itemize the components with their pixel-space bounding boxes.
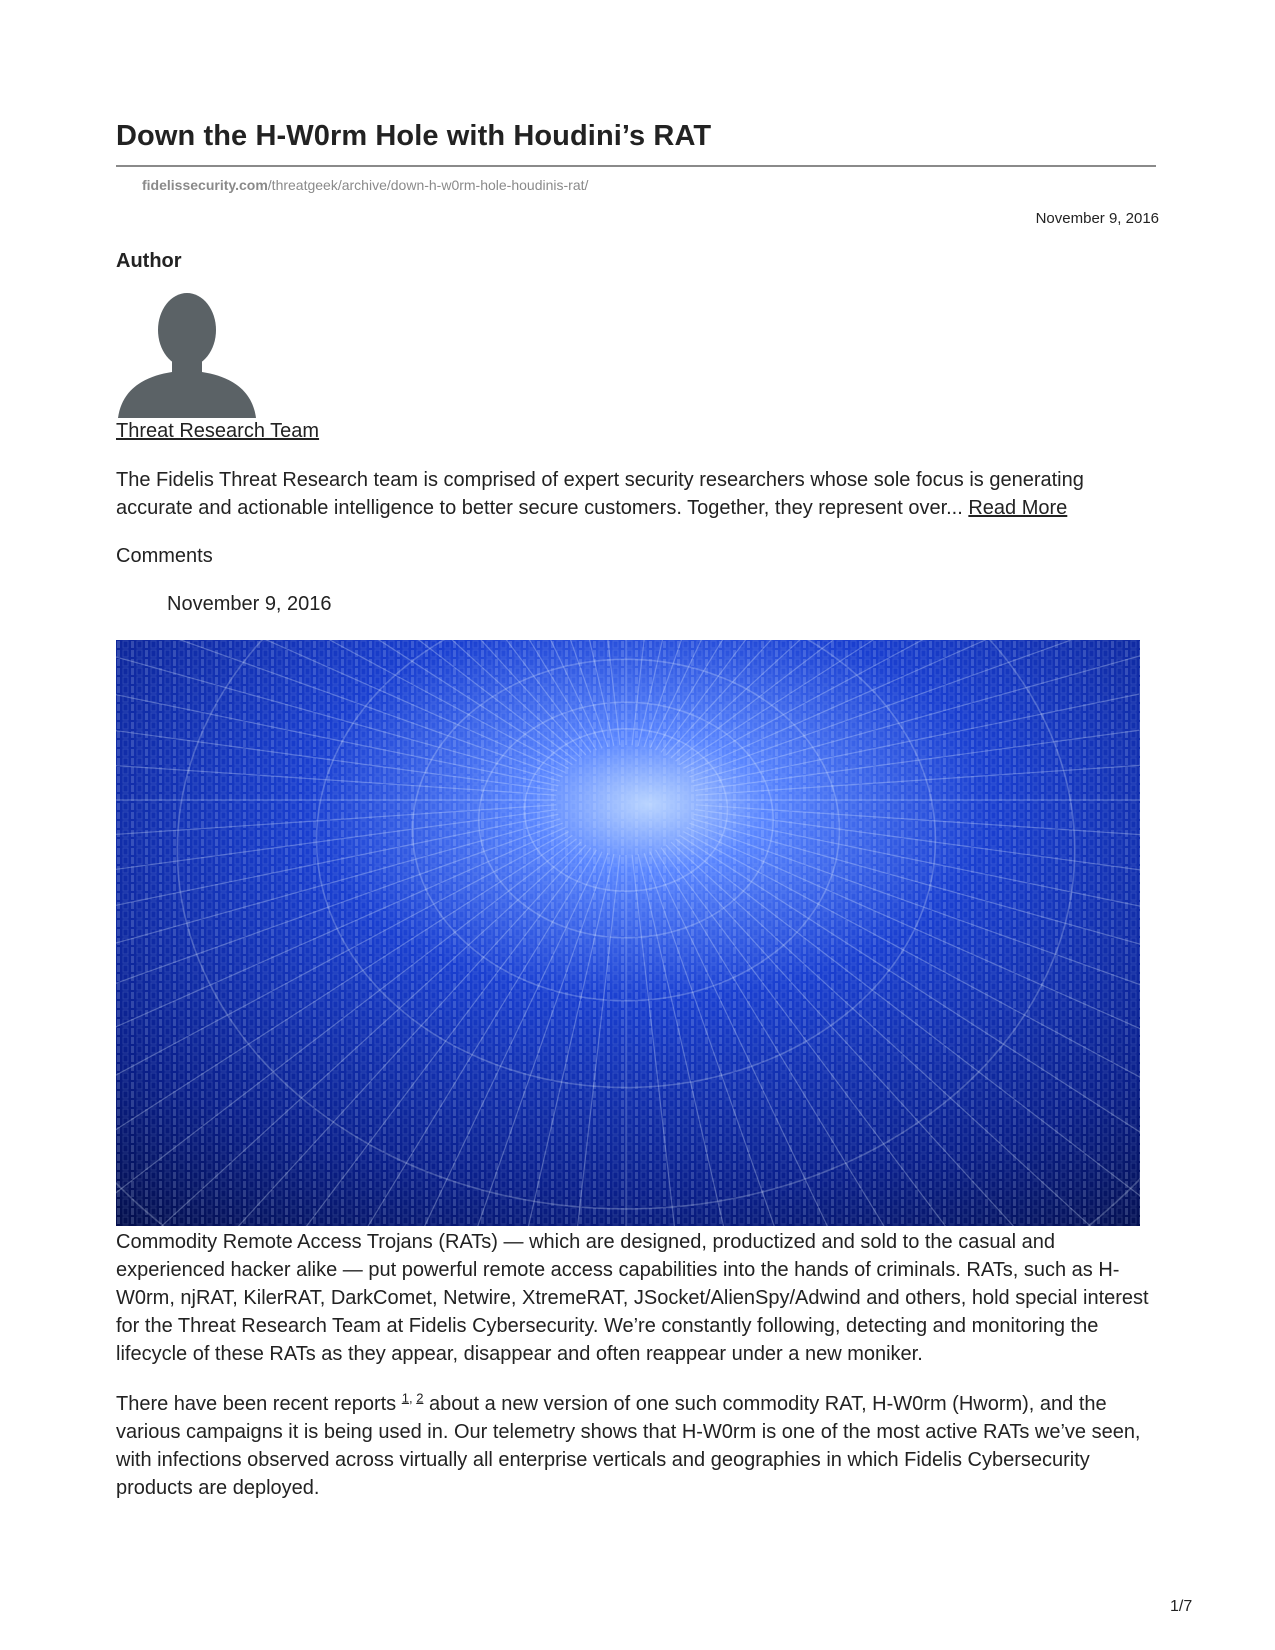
author-heading: Author	[116, 250, 182, 272]
source-path: /threatgeek/archive/down-h-w0rm-hole-houdinis-rat/	[267, 177, 589, 193]
body-paragraph-1: Commodity Remote Access Trojans (RATs) — which are designed, productized and sold to the casual and experienced hacker alike — put powerful remote access capabilities into the hands of criminals. RATs, such as H-W0rm, njRAT, KilerRAT, DarkComet, Netwire, XtremeRAT, JSocket/AlienSpy/Adwind and others, hold special interest for the Threat Research Team at Fidelis Cybersecurity. We’re constantly following, detecting and monitoring the lifecycle of these RATs as they appear, disappear and often reappear under a new moniker.	[116, 1231, 1149, 1365]
article-title: Down the H-W0rm Hole with Houdini’s RAT	[116, 120, 712, 152]
body-paragraph-2	[116, 1390, 1156, 1502]
author-bio-text: The Fidelis Threat Research team is comprised of expert security researchers whose sole focus is generating accurate and actionable intelligence to better secure customers. Together, they represent over...	[116, 469, 1084, 519]
avatar-silhouette-icon	[116, 290, 258, 418]
author-bio	[116, 466, 1156, 522]
reference-link-1[interactable]: 1	[401, 1390, 409, 1406]
p2-text-start: There have been recent reports	[116, 1393, 402, 1415]
reference-link-2[interactable]: 2	[416, 1390, 424, 1406]
binary-tunnel-image	[116, 640, 1140, 1226]
source-url[interactable]	[142, 177, 588, 193]
read-more-link[interactable]: Read More	[968, 497, 1068, 519]
comments-label[interactable]: Comments	[116, 545, 213, 567]
page-number: 1/7	[1170, 1598, 1193, 1615]
reference-separator: ,	[408, 1390, 417, 1406]
p2-text-end: about a new version of one such commodity RAT, H-W0rm (Hworm), and the various campaigns it is being used in. Our telemetry shows that H-W0rm is one of the most active RATs we’ve seen, with infections observed across virtually all enterprise verticals and geographies in which Fidelis Cybersecurity products are deployed.	[116, 1393, 1141, 1499]
reference-links	[402, 1390, 424, 1405]
source-domain: fidelissecurity.com	[142, 177, 268, 193]
post-date: November 9, 2016	[167, 593, 332, 615]
author-name-link[interactable]: Threat Research Team	[116, 420, 320, 442]
title-divider	[116, 165, 1156, 167]
header-date: November 9, 2016	[1035, 210, 1159, 227]
